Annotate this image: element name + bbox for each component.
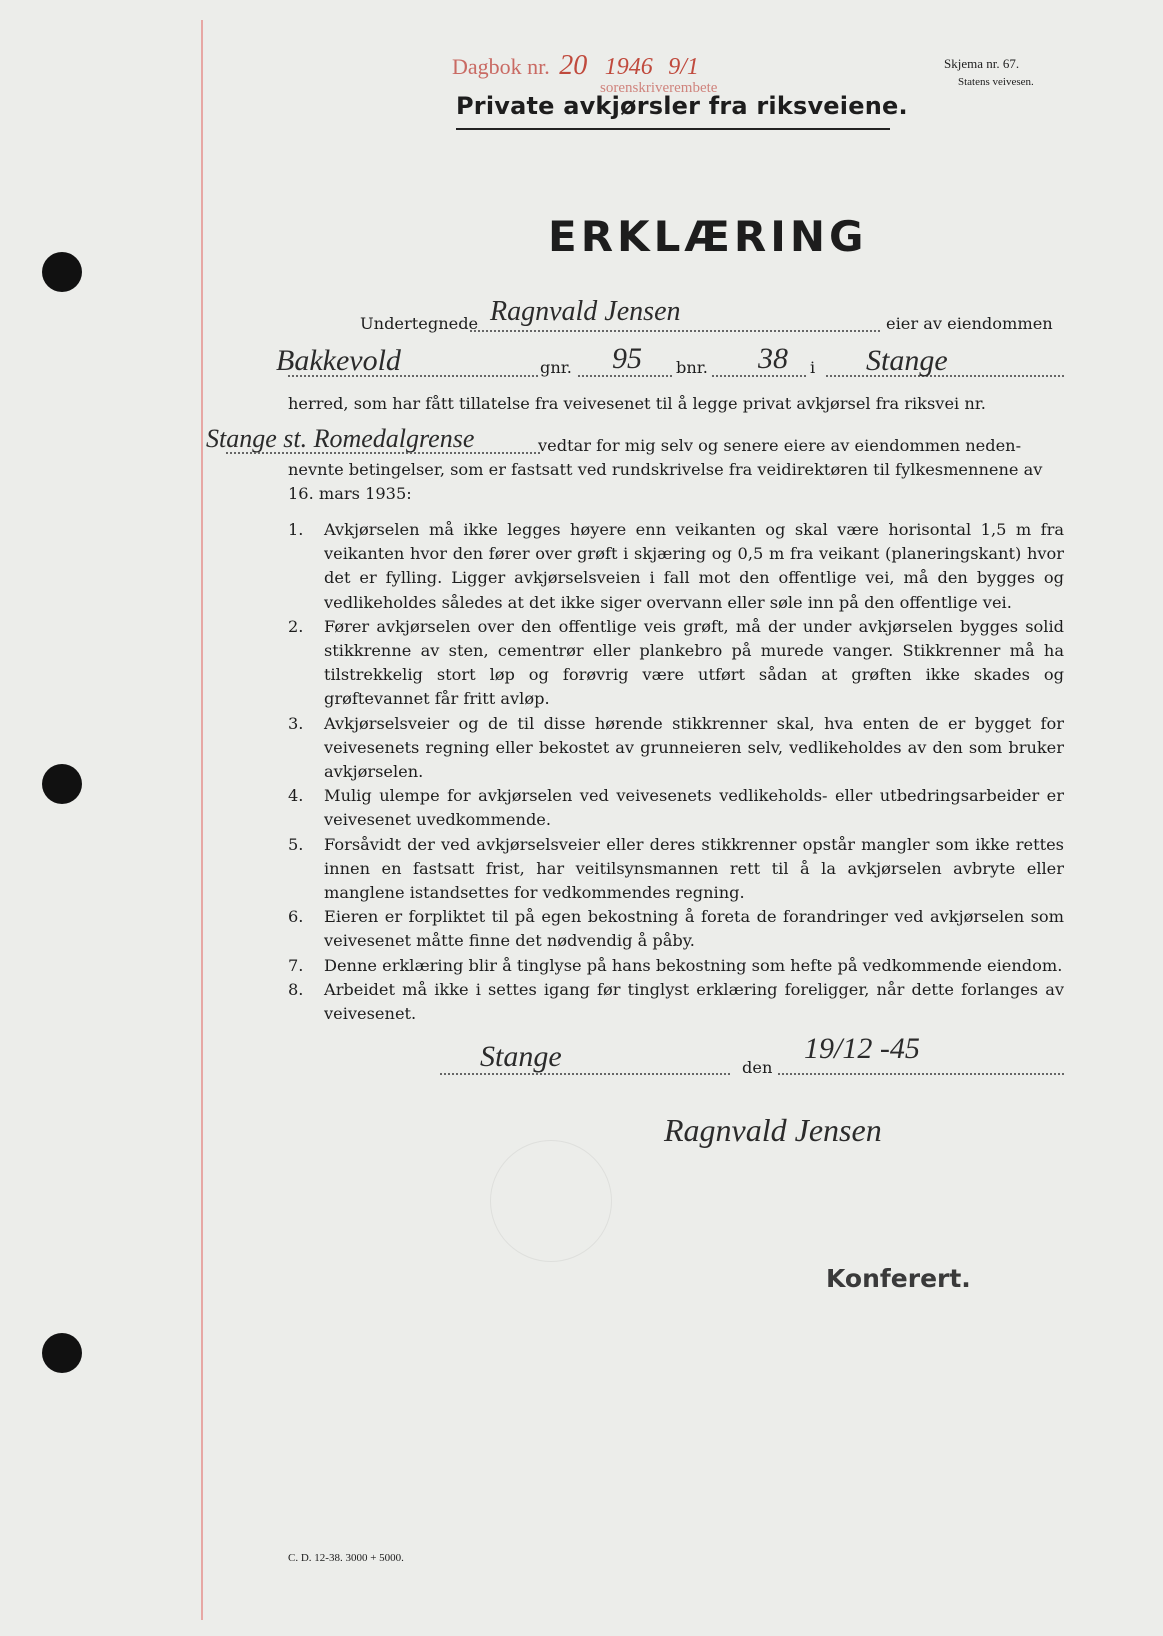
signing-date: 19/12 -45 — [804, 1032, 920, 1065]
condition-number: 3. — [288, 713, 304, 733]
conditions-list — [288, 518, 1064, 1026]
condition-text: Fører avkjørselen over den offentlige veis grøft, må der under avkjørselen bygges solid stikkrenne av sten, cementrør eller plankebro på murede vanger. Stikkrenner må ha tilstrekkelig stort løp og forøvrig være utført sådan at grøften ikke skades og grøftevannet får fritt avløp. — [324, 616, 1064, 709]
eier-label: eier av eiendommen — [886, 314, 1053, 333]
punch-hole — [42, 764, 82, 804]
gnr-label: gnr. — [540, 358, 572, 377]
condition-number: 4. — [288, 786, 304, 806]
condition-item — [288, 954, 1064, 978]
office-stamp: sorenskriverembete — [600, 80, 718, 96]
form-issuer: Statens veivesen. — [958, 76, 1034, 88]
condition-item — [288, 615, 1064, 712]
declaration-line6: 16. mars 1935: — [288, 484, 412, 503]
undertegnede-label: Undertegnede — [360, 314, 479, 333]
title-underline — [456, 128, 890, 130]
undertegnede-name: Ragnvald Jensen — [490, 296, 681, 327]
condition-number: 1. — [288, 520, 304, 539]
road-line — [226, 452, 540, 454]
declaration-line3: herred, som har fått tillatelse fra veivesenet til å legge privat avkjørsel fra riksvei nr. — [288, 394, 986, 413]
condition-text: Forsåvidt der ved avkjørselsveier eller deres stikkrenner opstår mangler som ikke rettes innen en fastsatt frist, har veitilsynsmannen rett til å la avkjørselen avbryte eller manglene istandsettes for vedkommendes regning. — [324, 834, 1064, 903]
property-name: Bakkevold — [276, 344, 401, 377]
document-title: Private avkjørsler fra riksveiene. — [456, 92, 908, 120]
condition-number: 7. — [288, 955, 304, 975]
condition-item — [288, 712, 1064, 785]
punch-hole — [42, 1333, 82, 1373]
bnr-label: bnr. — [676, 358, 708, 377]
condition-number: 5. — [288, 834, 304, 854]
condition-number: 2. — [288, 616, 304, 636]
condition-text: Avkjørselsveier og de til disse hørende stikkrenner skal, hva enten de er bygget for veivesenets regning eller bekostet av grunneieren selv, vedlikeholdes av den som bruker avkjørselen. — [324, 713, 1064, 782]
form-number: Skjema nr. 67. — [944, 56, 1020, 71]
name-line — [470, 330, 880, 332]
punch-hole — [42, 252, 82, 292]
i-label: i — [810, 358, 816, 377]
gnr-value: 95 — [612, 342, 642, 375]
condition-text: Arbeidet må ikke i settes igang før tinglyst erklæring foreligger, når dette forlanges av veivesenet. — [324, 979, 1064, 1024]
bnr-value: 38 — [758, 342, 788, 375]
dagbok-year: 1946 — [604, 54, 653, 80]
dagbok-date: 9/1 — [668, 54, 699, 80]
heading: ERKLÆRING — [548, 212, 868, 261]
municipality: Stange — [866, 344, 948, 377]
condition-number: 6. — [288, 907, 304, 927]
dagbok-number: 20 — [559, 50, 588, 81]
declaration-line4: vedtar for mig selv og senere eiere av eiendommen neden- — [538, 436, 1022, 455]
declaration-line5: nevnte betingelser, som er fastsatt ved rundskrivelse fra veidirektøren til fylkesmennene av — [288, 460, 1043, 479]
dagbok-stamp — [452, 50, 699, 82]
dagbok-label: Dagbok nr. — [452, 54, 550, 79]
condition-item — [288, 833, 1064, 906]
condition-item — [288, 905, 1064, 953]
konferert-stamp: Konferert. — [826, 1264, 971, 1293]
signing-place: Stange — [480, 1040, 562, 1073]
condition-text: Mulig ulempe for avkjørselen ved veivesenets vedlikeholds- eller utbedringsarbeider er veivesenet uvedkommende. — [324, 786, 1064, 830]
condition-text: Eieren er forpliktet til på egen bekostning å foreta de forandringer ved avkjørselen som veivesenet måtte finne det nødvendig å påby. — [324, 907, 1064, 951]
condition-text: Denne erklæring blir å tinglyse på hans bekostning som hefte på vedkommende eiendom. — [324, 955, 1063, 975]
condition-text: Avkjørselen må ikke legges høyere enn veikanten og skal være horisontal 1,5 m fra veikanten hvor den fører over grøft i skjæring og 0,5 m fra veikant (planeringskant) hvor det er fylling. Ligger avkjørselsveien i fall mot den offentlige vei, må den bygges og vedlikeholdes således at det ikke siger overvann eller søle inn på den offentlige vei. — [324, 520, 1064, 612]
condition-item — [288, 518, 1064, 615]
road-handwritten: Stange st. Romedalgrense — [206, 424, 475, 453]
footer-code: C. D. 12-38. 3000 + 5000. — [288, 1552, 404, 1564]
faint-seal — [490, 1140, 612, 1262]
signature: Ragnvald Jensen — [664, 1112, 882, 1148]
condition-item — [288, 978, 1064, 1026]
date-line — [778, 1073, 1064, 1075]
margin-line — [201, 20, 203, 1620]
condition-item — [288, 784, 1064, 832]
den-label: den — [742, 1058, 773, 1077]
condition-number: 8. — [288, 979, 304, 999]
